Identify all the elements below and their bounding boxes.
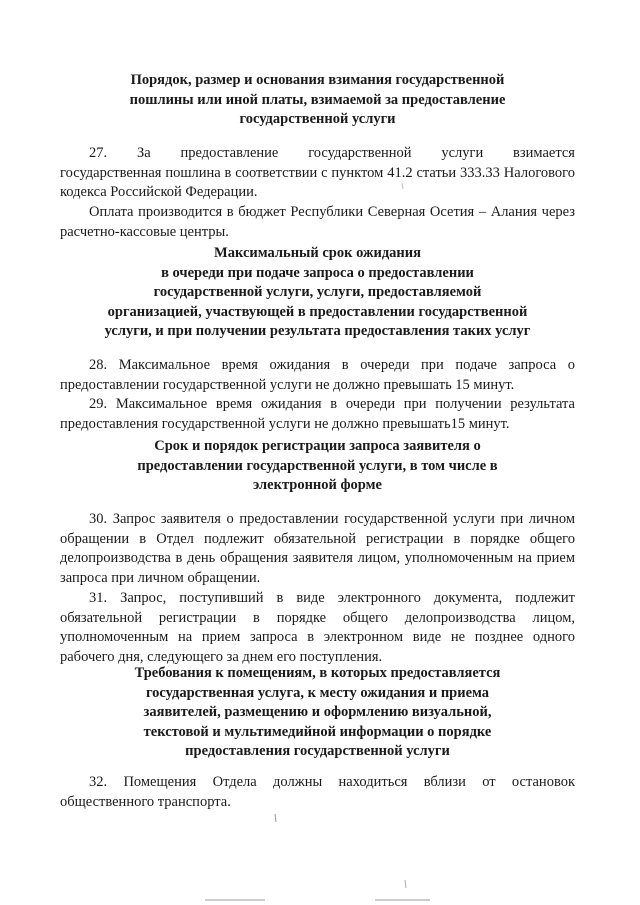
section-heading-waiting-time [60,244,575,342]
section-heading-fees [60,71,575,130]
heading-line: государственной услуги, услуги, предоставляемой [153,284,482,301]
paragraph-30: 30. Запрос заявителя о предоставлении государственной услуги при личном обращении в Отдел подлежит обязательной регистрации в порядке общего делопроизводства в день обращения заявителя лицом, уполномоченным на прием запроса при личном обращении. [60,511,575,586]
word: предоставление [180,145,279,161]
word: услуги [441,145,484,161]
heading-line: предоставления государственной услуги [185,743,450,760]
heading-line: предоставлении государственной услуги, в том числе в [137,457,498,474]
heading-line: государственной услуги [239,111,396,128]
paragraph-31: 31. Запрос, поступивший в виде электронного документа, подлежит обязательной регистрации в порядке общего делопроизводства лицом, уполномоченным на прием запроса в электронном виде не позднее одного рабочего дня, следующего за днем его поступления. [60,590,575,665]
paragraph-32: 32. Помещения Отдела должны находиться вблизи от остановок общественного транспорта. [60,774,575,810]
word: 27. [89,145,108,161]
word: государственной [308,145,412,161]
heading-line: электронной форме [253,477,382,494]
heading-line: заявителей, размещению и оформлению визуальной, [143,704,492,721]
heading-line: пошлины или иной платы, взимаемой за предоставление [129,91,506,108]
paragraph-29: 29. Максимальное время ожидания в очереди при получении результата предоставления государственной услуги не должно превышать15 минут. [60,396,575,432]
heading-line: Максимальный срок ожидания [214,245,421,261]
paragraph-27 [60,144,575,203]
heading-line: Порядок, размер и основания взимания государственной [130,72,505,88]
word: За [136,145,151,161]
scan-speck [275,814,276,822]
paragraph-payment: Оплата производится в бюджет Республики Северная Осетия – Алания через расчетно-кассовые центры. [60,204,575,240]
scan-speck [405,880,406,888]
paragraph-28: 28. Максимальное время ожидания в очереди при подаче запроса о предоставлении государственной услуги не должно превышать 15 минут. [60,357,575,393]
heading-line: Срок и порядок регистрации запроса заявителя о [154,438,481,454]
heading-line: в очереди при подаче запроса о предоставлении [161,264,474,281]
heading-line: текстовой и мультимедийной информации о порядке [143,723,492,740]
word: взимается [513,145,575,161]
paragraph-text: государственная пошлина в соответствии с пунктом 41.2 статьи 333.33 Налогового кодекса Российской Федерации. [60,164,575,201]
section-heading-premises [60,664,575,762]
heading-line: услуги, и при получении результата предоставления таких услуг [104,323,531,340]
paragraph-first-line [60,144,575,164]
heading-line: организацией, участвующей в предоставлении государственной [107,303,528,320]
section-heading-registration [60,437,575,496]
heading-line: Требования к помещениям, в которых предоставляется [134,665,501,681]
heading-line: государственная услуга, к месту ожидания и приема [145,684,490,701]
